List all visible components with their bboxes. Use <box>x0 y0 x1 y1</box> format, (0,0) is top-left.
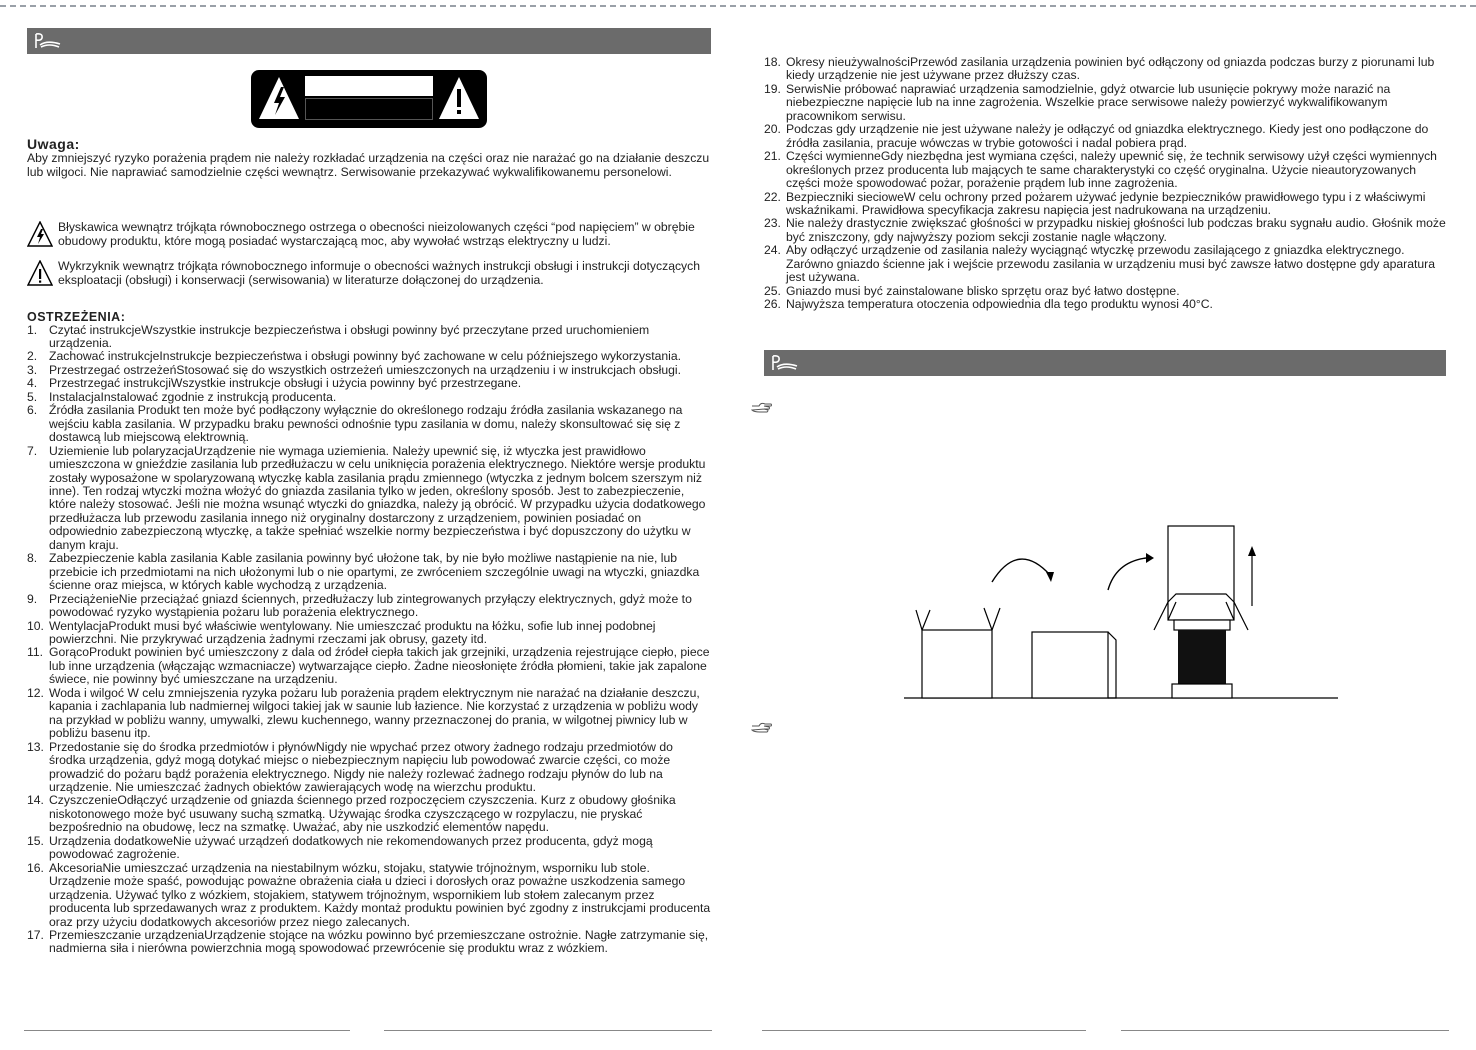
warning-item-text: AkcesoriaNie umieszczać urządzenia na niestabilnym wózku, stojaku, statywie trójnożnym, wsporniku lub stole. Urządzenie może spaść, powodując poważne obrażenia ciała u dzieci i dorosłych oraz poważne uszkodzenia samego urządzenia. Używać tylko z wózkiem, stojakiem, statywem trójnożnym, wspornikiem lub stołem zalecanym przez producenta lub sprzedawanych wraz z produktem. Każdy montaż produktu powinien być zgodny z instrukcjami producenta oraz przy użyciu dodatkowych akcesoriów przez niego zalecanych. <box>49 860 711 929</box>
warning-item-text: GorącoProdukt powinien być umieszczony z dala od źródeł ciepła takich jak grzejniki, urządzenia rejestrujące ciepło, piece lub inne urządzenia (włączając wzmacniacze) wytwarzające ciepło. Żadne nieosłonięte źródła płomieni, takie jak zapalone świece, nie powinny być umieszczane na urządzeniu. <box>49 645 710 687</box>
warning-item-text: Źródła zasilania Produkt ten może być podłączony wyłącznie do określonego rodzaju źródła zasilania wskazanego na wejściu kabla zasilania. W przypadku braku pewności odnośnie typu zasilania w domu, należy skonsultować się się z dostawcą lub miejscową elektrownią. <box>49 403 683 445</box>
warning-item <box>27 593 711 620</box>
warning-item-number: 23. <box>764 216 781 231</box>
warning-item-number: 18. <box>764 55 781 69</box>
unpacking-diagram <box>900 520 1340 705</box>
warning-item <box>27 377 711 390</box>
warning-item <box>27 687 711 741</box>
warning-item <box>27 324 711 351</box>
right-page <box>764 56 1446 312</box>
warnings-title: OSTRZEŻENIA: <box>27 309 126 324</box>
warning-item-text: Przestrzegać ostrzeżeńStosować się do wszystkich ostrzeżeń umieszczonych na urządzeniu i w instrukcjach obsługi. <box>49 362 681 377</box>
lifted-box-with-product <box>1154 526 1248 698</box>
warning-item-text: Zabezpieczenie kabla zasilania Kable zasilania powinny być ułożone tak, by nie było możliwe nastąpienie na nie, lub przebicie ich przedmiotami na nich ułożonymi lub o nie opartymi, ze zwróceniem szczególnie uwagi na wtyczki, gniazdka ścienne oraz miejsca, w których kable wychodzą z urządzenia. <box>49 551 700 593</box>
warning-item-number: 8. <box>27 551 38 566</box>
uwaga-text: Aby zmniejszyć ryzyko porażenia prądem nie należy rozkładać urządzenia na części oraz nie narażać go na działanie deszczu lub wilgoci. Nie naprawiać samodzielnie części wewnątrz. Serwisowanie przekazywać wykwalifikowanemu personelowi. <box>27 151 710 179</box>
warning-item-number: 2. <box>27 349 38 364</box>
warning-item-text: SerwisNie próbować naprawiać urządzenia samodzielnie, gdyż otwarcie lub usunięcie pokrywy może narazić na niebezpieczne napięcie lub na inne zagrożenia. Wszelkie prace serwisowe należy powierzyć wykwalifikowanym pracownikom serwisu. <box>786 81 1391 123</box>
warning-item <box>27 445 711 553</box>
warning-item-number: 5. <box>27 389 38 404</box>
warning-item-number: 3. <box>27 362 38 377</box>
warning-item <box>764 217 1446 244</box>
warning-item-number: 19. <box>764 81 781 96</box>
warning-item-number: 12. <box>27 685 44 700</box>
warning-item-text: Najwyższa temperatura otoczenia odpowiednia dla tego produktu wynosi 40°C. <box>786 297 1213 312</box>
warning-item-text: InstalacjaInstalować zgodnie z instrukcją producenta. <box>49 389 337 404</box>
warning-item <box>764 244 1446 284</box>
warning-item-text: Uziemienie lub polaryzacjaUrządzenie nie wymaga uziemienia. Należy upewnić się, iż wtyczka jest prawidłowo umieszczona w gnieździe zasilania lub przedłużaczu w celu uniknięcia porażenia elektrycznego. Niektóre wersje produktu zostały wyposażone w spolaryzowaną wtyczkę kabla zasilania prądu zmiennego (wtyczka z jednym bolcem szerszym niż inne). Ten rodzaj wtyczki można włożyć do gniazda zasilania tylko w jeden, określony sposób. Jest to zabezpieczenie, które należy stosować. Jeśli nie można wsunąć wtyczki do gniazdka, należy ją obrócić. W przypadku użycia dodatkowego przedłużacza lub przewodu zasilania innego niż oryginalny dostarczony z urządzeniem, powinien posiadać on odpowiednio zabezpieczoną wtyczkę, a także spełniać wszelkie normy bezpieczeństwa i być dopuszczony do użytku w danym kraju. <box>49 443 706 552</box>
warning-item <box>764 83 1446 123</box>
footer-line <box>24 1030 350 1031</box>
warning-item-number: 13. <box>27 739 44 754</box>
caution-label-top <box>305 76 433 96</box>
lightning-explanation <box>27 221 711 248</box>
lightning-triangle-icon <box>257 75 301 121</box>
warning-item <box>27 350 711 363</box>
warning-item <box>27 404 711 444</box>
warning-item <box>27 552 711 592</box>
warning-item-number: 22. <box>764 189 781 204</box>
pointing-hand-icon <box>751 400 773 414</box>
product <box>1178 630 1226 684</box>
footer-line <box>1121 1030 1449 1031</box>
warning-item-number: 25. <box>764 283 781 298</box>
exclamation-triangle-icon <box>437 75 481 121</box>
warning-item-text: Przemieszczanie urządzeniaUrządzenie stojące na wózku powinno być przemieszczane ostrożnie. Nagłe zatrzymanie się, nadmierna siła i nierówna powierzchnia mogą spowodować przewrócenie się produktu wraz z wózkiem. <box>49 927 709 956</box>
exclamation-text: Wykrzyknik wewnątrz trójkąta równobocznego informuje o obecności ważnych instrukcji obsługi i instrukcji dotyczących eksploatacji (obsługi) i konserwacji (serwisowania) w literaturze dołączonej do urządzenia. <box>58 259 701 287</box>
warning-item-number: 11. <box>27 645 44 660</box>
warning-item-number: 16. <box>27 860 44 875</box>
warning-item-number: 17. <box>27 927 44 942</box>
warning-item-number: 10. <box>27 618 44 633</box>
warning-item <box>764 150 1446 190</box>
warning-item-number: 21. <box>764 149 781 164</box>
warning-item <box>27 862 711 929</box>
lightning-text: Błyskawica wewnątrz trójkąta równobocznego ostrzega o obecności nieizolowanych części “pod napięciem” w obrębie obudowy produktu, które mogą posiadać wystarczającą moc, aby wywołać wstrząs elektryczny u ludzi. <box>58 220 695 248</box>
open-box <box>916 608 1000 698</box>
warning-item <box>27 929 711 956</box>
exclamation-triangle-icon <box>27 260 53 286</box>
warning-item-number: 24. <box>764 243 781 258</box>
lift-off-arrow <box>1108 558 1146 590</box>
warning-item-text: Podczas gdy urządzenie nie jest używane należy je odłączyć od gniazdka elektrycznego. Kiedy jest ono podłączone do źródła zasilania, pracuje wówczas w trybie gotowości i nadal pobiera prąd. <box>786 122 1429 150</box>
warning-item <box>27 741 711 795</box>
warning-item <box>27 794 711 834</box>
upside-down-box <box>1032 632 1116 698</box>
warning-item-text: Urządzenia dodatkoweNie używać urządzeń dodatkowych nie rekomendowanych przez producenta, gdyż mogą powodować zagrożenie. <box>49 833 653 862</box>
warnings-list-continued <box>764 56 1446 312</box>
warning-item <box>764 123 1446 150</box>
exclamation-explanation <box>27 260 711 287</box>
caution-label-bottom <box>305 98 433 120</box>
warning-item-text: Przedostanie się do środka przedmiotów i płynówNigdy nie wpychać przez otwory żadnego rodzaju przedmiotów do środka urządzenia, gdyż mogą dotykać miejsc o niebezpiecznym napięciu lub powodować zwarcie części, co może prowadzić do pożaru bądź porażenia elektrycznego. Nigdy nie należy rozlewać żadnego rodzaju płynów do lub na urządzenie. Nie umieszczać żadnych obiektów zawierających wodę na wierzchu produktu. <box>49 739 673 794</box>
warning-item <box>764 298 1446 311</box>
warning-item-number: 1. <box>27 322 38 337</box>
warnings-list <box>27 324 711 956</box>
warning-item-number: 6. <box>27 403 38 418</box>
flip-arrow <box>992 559 1050 582</box>
lightning-triangle-icon <box>27 221 53 247</box>
warning-item-number: 4. <box>27 376 38 391</box>
warning-item-text: Części wymienneGdy niezbędna jest wymiana części, należy upewnić się, że technik serwisowy użył części wymiennych określonych przez producenta lub mających te same charakterystyki co część oryginalna. Użycie nieautoryzowanych części może spowodować pożar, porażenie prądem lub inne zagrożenia. <box>786 149 1437 191</box>
warning-item <box>27 835 711 862</box>
warning-item-number: 7. <box>27 443 38 458</box>
warning-item-text: CzyszczenieOdłączyć urządzenie od gniazda ściennego przed rozpoczęciem czyszczenia. Kurz z obudowy głośnika niskotonowego może być usuwany suchą szmatką. Używając środka czyszczącego w rozpylaczu, nie pryskać bezpośrednio na obudowę, lecz na szmatkę. Uważać, aby nie uszkodzić elementów napędu. <box>49 793 676 835</box>
warning-item-text: Przestrzegać instrukcjiWszystkie instrukcje obsługi i użycia powinny być przestrzegane. <box>49 376 522 391</box>
warning-item-text: Aby odłączyć urządzenie od zasilania należy wyciągnąć wtyczkę przewodu zasilającego z gniazdka elektrycznego. Zarówno gniazdo ścienne jak i wejście przewodu zasilania w urządzeniu musi być zawsze łatwo dostępne gdy aparatura jest używana. <box>786 243 1435 285</box>
warning-item-text: Bezpieczniki siecioweW celu ochrony przed pożarem używać jedynie bezpieczników prawidłowego typu i z właściwymi wskaźnikami. Prawidłowa specyfikacja zakresu napięcia jest nadrukowana na urządzeniu. <box>786 189 1426 217</box>
warning-item-number: 15. <box>27 833 44 848</box>
warning-item-number: 14. <box>27 793 44 808</box>
warning-item-text: Gniazdo musi być zainstalowane blisko sprzętu oraz być łatwo dostępne. <box>786 283 1180 298</box>
warning-item-text: Okresy nieużywalnościPrzewód zasilania urządzenia powinien być odłączony od gniazda podczas burzy z piorunami lub kiedy urządzenie nie jest używane przez dłuższy czas. <box>786 55 1435 83</box>
warning-item-text: WentylacjaProdukt musi być właściwie wentylowany. Nie umieszczać produktu na łóżku, sofie lub innej podobnej powierzchni. Nie przykrywać urządzenia żadnymi rzeczami jak obrusy, gazety itd. <box>49 618 656 646</box>
warning-item <box>27 364 711 377</box>
left-page <box>27 28 711 956</box>
warning-item-text: Nie należy drastycznie zwiększać głośności w przypadku niskiej głośności lub podczas braku sygnału audio. Głośnik może być zniszczony, gdy najwyższy poziom sekcji zostanie nagle włączony. <box>786 216 1446 244</box>
warning-item-text: Zachować instrukcjeInstrukcje bezpieczeństwa i obsługi powinny być zachowane w celu późniejszego wykorzystania. <box>49 349 682 364</box>
pointing-hand-icon <box>751 720 773 734</box>
warning-item-number: 9. <box>27 591 38 606</box>
section-header-bar <box>27 28 711 54</box>
section-header-bar <box>764 350 1446 376</box>
warning-item <box>764 191 1446 218</box>
footer-line <box>762 1030 1086 1031</box>
warning-item-number: 20. <box>764 122 781 137</box>
warning-item <box>27 646 711 686</box>
right-section <box>764 350 1446 376</box>
pen-icon <box>33 31 63 51</box>
warning-item-number: 26. <box>764 297 781 312</box>
uwaga-title: Uwaga: <box>27 136 80 152</box>
warning-item <box>764 56 1446 83</box>
warning-item-text: PrzeciążenieNie przeciążać gniazd ściennych, przedłużaczy lub zintegrowanych przyłączy elektrycznych, gdyż może to powodować ryzyko wystąpienia pożaru lub porażenia elektrycznego. <box>49 591 692 620</box>
caution-label <box>251 70 487 128</box>
warning-item-text: Czytać instrukcjeWszystkie instrukcje bezpieczeństwa i obsługi powinny być przeczytane przed uruchomieniem urządzenia. <box>49 322 650 351</box>
footer-line <box>384 1030 712 1031</box>
pen-icon <box>770 353 800 373</box>
top-dashed-border <box>0 5 1476 7</box>
warning-item <box>27 620 711 647</box>
warning-item-text: Woda i wilgoć W celu zmniejszenia ryzyka pożaru lub porażenia prądem elektrycznym nie narażać na działanie deszczu, kapania i zachlapania lub nadmiernej wilgoci takiej jak w saunie lub łazience. Nie korzystać z urządzenia w pobliżu wody na przykład w pobliżu wanny, umywalki, zlewu kuchennego, wanny przeznaczonej do prania, w wilgotnej piwnicy lub w pobliżu basenu itp. <box>49 685 700 741</box>
warning-item <box>764 285 1446 298</box>
